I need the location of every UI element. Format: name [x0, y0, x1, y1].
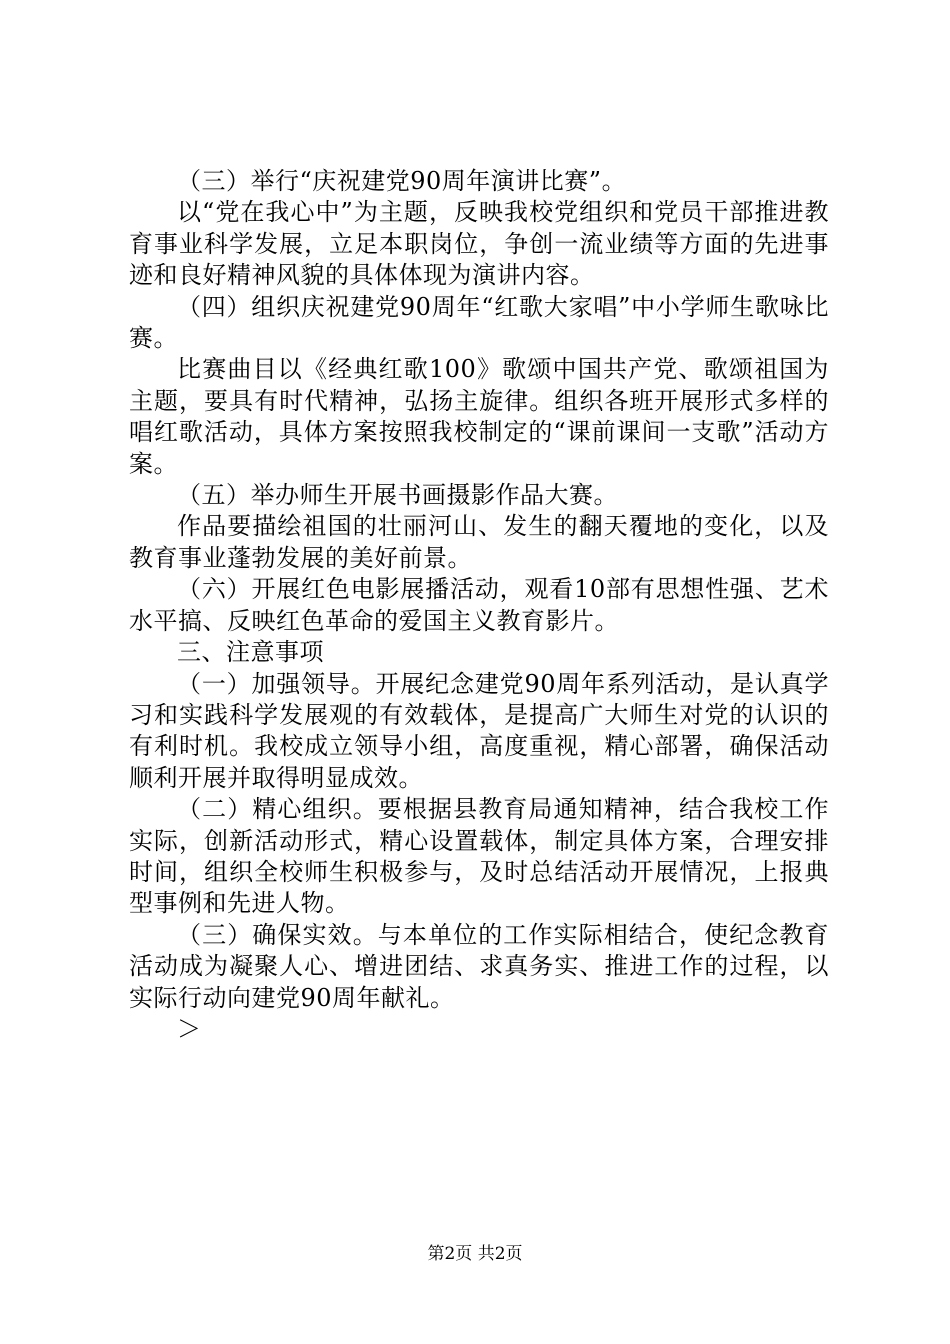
paragraph-note-3-effectiveness: （三）确保实效。与本单位的工作实际相结合，使纪念教育活动成为凝聚人心、增进团结、求真务实、推进工作的过程，以实际行动向建党90周年献礼。: [129, 920, 829, 1012]
paragraph-heading-4-red-song-contest: （四）组织庆祝建党90周年“红歌大家唱”中小学师生歌咏比赛。: [129, 292, 829, 353]
document-body: [129, 166, 829, 1045]
paragraph-art-photo-contest-body: 作品要描绘祖国的壮丽河山、发生的翻天覆地的变化，以及教育事业蓬勃发展的美好前景。: [129, 512, 829, 572]
paragraph-note-1-leadership: （一）加强领导。开展纪念建党90周年系列活动，是认真学习和实践科学发展观的有效载体，是提高广大师生对党的认识的有利时机。我校成立领导小组，高度重视，精心部署，确保活动顺利开展并取得明显成效。: [129, 669, 829, 792]
page-footer: [0, 1243, 950, 1265]
page-number-label: 第2页 共2页: [427, 1244, 523, 1264]
paragraph-trailing-mark: ＞: [177, 1014, 202, 1043]
section-heading-notes: 三、注意事项: [177, 638, 324, 667]
paragraph-speech-contest-body: 以“党在我心中”为主题，反映我校党组织和党员干部推进教育事业科学发展，立足本职岗位，争创一流业绩等方面的先进事迹和良好精神风貌的具体体现为演讲内容。: [129, 198, 829, 290]
paragraph-heading-5-art-photo-contest: （五）举办师生开展书画摄影作品大赛。: [177, 481, 618, 510]
paragraph-note-2-organization: （二）精心组织。要根据县教育局通知精神，结合我校工作实际，创新活动形式，精心设置载体，制定具体方案，合理安排时间，组织全校师生积极参与，及时总结活动开展情况，上报典型事例和先进人物。: [129, 795, 829, 918]
paragraph-heading-6-red-film-screening: （六）开展红色电影展播活动，观看10部有思想性强、艺术水平搞、反映红色革命的爱国主义教育影片。: [129, 575, 829, 635]
paragraph-heading-3-speech-contest: （三）举行“庆祝建党90周年演讲比赛”。: [177, 167, 627, 195]
paragraph-red-song-contest-body: 比赛曲目以《经典红歌100》歌颂中国共产党、歌颂祖国为主题，要具有时代精神，弘扬主旋律。组织各班开展形式多样的唱红歌活动，具体方案按照我校制定的“课前课间一支歌”活动方案。: [129, 355, 829, 478]
